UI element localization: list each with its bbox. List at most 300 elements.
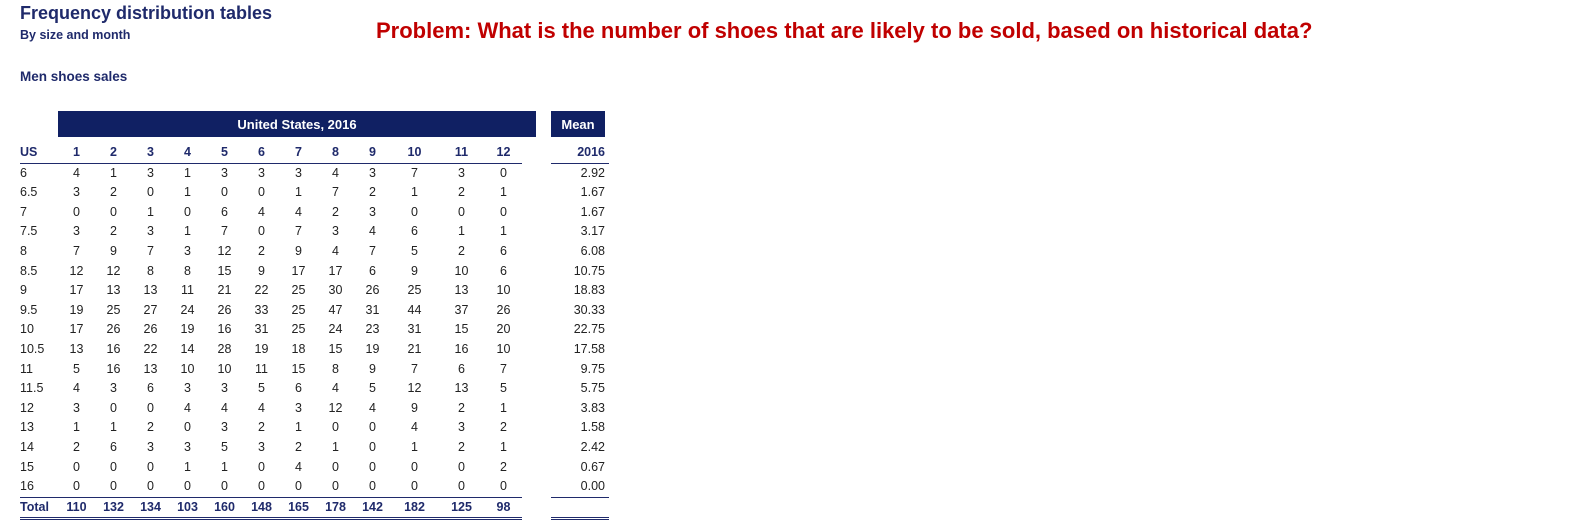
value-cell: 12 [217,243,232,258]
value-cell: 13 [143,283,158,298]
total-cell: 165 [280,497,317,519]
value-cell: 33 [254,302,269,317]
value-cell: 15 [454,322,469,337]
value-cell: 7 [73,243,80,258]
value-cell: 25 [291,283,306,298]
mean-row [551,203,609,223]
month-header-11: 11 [438,143,485,163]
table-row [20,399,522,419]
table-row [20,379,522,399]
value-cell: 1 [411,185,418,200]
table-row [20,222,522,242]
value-cell: 4 [258,204,265,219]
value-cell: 0 [147,400,154,415]
value-cell: 0 [221,185,228,200]
value-cell: 6 [110,439,117,454]
value-cell: 3 [258,165,265,180]
value-cell: 8 [332,361,339,376]
mean-year-row [551,143,609,163]
value-cell: 10 [180,361,195,376]
mean-cell: 10.75 [573,263,605,278]
value-cell: 7 [500,361,507,376]
value-cell: 0 [73,479,80,494]
value-cell: 10 [496,283,511,298]
mean-row [551,222,609,242]
value-cell: 26 [365,283,380,298]
value-cell: 1 [332,439,339,454]
mean-row [551,458,609,478]
value-cell: 3 [184,243,191,258]
size-cell: 16 [20,479,34,494]
value-cell: 10 [496,341,511,356]
mean-row [551,379,609,399]
value-cell: 1 [411,439,418,454]
value-cell: 2 [458,243,465,258]
value-cell: 2 [500,459,507,474]
value-cell: 0 [73,459,80,474]
value-cell: 0 [369,439,376,454]
value-cell: 6 [221,204,228,219]
mean-row [551,360,609,380]
size-cell: 11.5 [20,381,44,396]
value-cell: 5 [369,381,376,396]
value-cell: 0 [500,479,507,494]
total-cell: 182 [391,497,438,519]
total-cell: 142 [354,497,391,519]
total-cell: 110 [58,497,95,519]
value-cell: 0 [184,204,191,219]
size-cell: 10.5 [20,341,45,356]
value-cell: 44 [407,302,422,317]
value-cell: 5 [411,243,418,258]
value-cell: 0 [332,459,339,474]
size-cell: 7 [20,204,27,219]
value-cell: 16 [106,361,121,376]
value-cell: 0 [110,459,117,474]
mean-cell: 2.92 [580,165,605,180]
mean-row [551,399,609,419]
value-cell: 24 [328,322,343,337]
value-cell: 3 [332,224,339,239]
mean-table-body [551,163,609,497]
table-row [20,418,522,438]
value-cell: 8 [147,263,154,278]
value-cell: 7 [369,243,376,258]
value-cell: 3 [73,185,80,200]
total-cell: 125 [438,497,485,519]
value-cell: 0 [110,400,117,415]
value-cell: 5 [258,381,265,396]
value-cell: 15 [291,361,306,376]
value-cell: 3 [184,439,191,454]
problem-statement: Problem: What is the number of shoes that are likely to be sold, based on historical data? [376,18,1313,43]
value-cell: 1 [184,224,191,239]
value-cell: 7 [411,165,418,180]
value-cell: 11 [181,283,194,298]
value-cell: 4 [221,400,228,415]
mean-total-row [551,497,609,519]
value-cell: 2 [332,204,339,219]
mean-row [551,340,609,360]
value-cell: 1 [184,459,191,474]
size-cell: 12 [20,400,34,415]
value-cell: 13 [69,341,84,356]
value-cell: 1 [295,420,302,435]
value-cell: 2 [258,420,265,435]
value-cell: 17 [69,322,84,337]
month-header-9: 9 [354,143,391,163]
value-cell: 1 [73,420,80,435]
value-cell: 7 [332,185,339,200]
value-cell: 3 [147,224,154,239]
mean-cell: 3.83 [580,400,605,415]
value-cell: 0 [500,204,507,219]
value-cell: 0 [147,459,154,474]
value-cell: 2 [147,420,154,435]
value-cell: 0 [110,204,117,219]
value-cell: 3 [147,439,154,454]
value-cell: 15 [328,341,343,356]
value-cell: 23 [365,322,380,337]
total-cell: 103 [169,497,206,519]
mean-row [551,438,609,458]
value-cell: 2 [73,439,80,454]
value-cell: 0 [411,479,418,494]
value-cell: 9 [411,263,418,278]
size-cell: 8 [20,243,27,258]
value-cell: 26 [143,322,158,337]
value-cell: 7 [147,243,154,258]
value-cell: 19 [254,341,269,356]
value-cell: 0 [369,459,376,474]
value-cell: 2 [369,185,376,200]
value-cell: 4 [332,243,339,258]
month-header-12: 12 [485,143,522,163]
month-header-10: 10 [391,143,438,163]
value-cell: 26 [217,302,232,317]
value-cell: 6 [500,243,507,258]
table-row [20,438,522,458]
value-cell: 0 [147,479,154,494]
month-header-row [20,143,522,163]
mean-row [551,242,609,262]
value-cell: 1 [500,224,507,239]
month-header-2: 2 [95,143,132,163]
value-cell: 7 [411,361,418,376]
mean-row [551,183,609,203]
table-row [20,301,522,321]
value-cell: 0 [73,204,80,219]
value-cell: 0 [295,479,302,494]
mean-cell: 3.17 [580,224,605,239]
value-cell: 0 [500,165,507,180]
value-cell: 0 [369,479,376,494]
mean-row [551,163,609,183]
mean-row [551,418,609,438]
value-cell: 3 [73,224,80,239]
value-cell: 5 [221,439,228,454]
value-cell: 6 [369,263,376,278]
value-cell: 31 [365,302,380,317]
total-cell: 178 [317,497,354,519]
value-cell: 0 [184,479,191,494]
size-cell: 7.5 [20,224,38,239]
value-cell: 0 [332,479,339,494]
value-cell: 3 [258,439,265,454]
value-cell: 0 [369,420,376,435]
table-row [20,203,522,223]
value-cell: 13 [143,361,158,376]
value-cell: 25 [291,302,306,317]
value-cell: 0 [332,420,339,435]
value-cell: 0 [184,420,191,435]
value-cell: 3 [369,165,376,180]
value-cell: 6 [295,381,302,396]
value-cell: 3 [295,400,302,415]
value-cell: 1 [110,165,117,180]
value-cell: 0 [110,479,117,494]
value-cell: 27 [143,302,158,317]
mean-year-header: 2016 [551,143,609,163]
value-cell: 1 [184,185,191,200]
value-cell: 2 [110,185,117,200]
value-cell: 2 [458,185,465,200]
frequency-table-body [20,163,522,497]
size-cell: 10 [20,322,34,337]
value-cell: 21 [217,283,232,298]
value-cell: 3 [110,381,117,396]
value-cell: 13 [454,283,469,298]
value-cell: 47 [328,302,343,317]
value-cell: 3 [458,165,465,180]
value-cell: 4 [369,224,376,239]
value-cell: 7 [295,224,302,239]
value-cell: 1 [221,459,228,474]
value-cell: 15 [217,263,232,278]
value-cell: 0 [411,204,418,219]
table-row [20,477,522,497]
value-cell: 1 [500,439,507,454]
value-cell: 0 [411,459,418,474]
table-row [20,183,522,203]
value-cell: 25 [291,322,306,337]
value-cell: 1 [184,165,191,180]
value-cell: 13 [454,381,469,396]
mean-header-bar [551,111,605,137]
value-cell: 5 [73,361,80,376]
mean-row [551,262,609,282]
value-cell: 9 [110,243,117,258]
value-cell: 19 [180,322,195,337]
value-cell: 5 [500,381,507,396]
month-header-5: 5 [206,143,243,163]
value-cell: 1 [458,224,465,239]
value-cell: 11 [255,361,268,376]
value-cell: 16 [217,322,232,337]
value-cell: 4 [295,459,302,474]
table-row [20,281,522,301]
size-cell: 9.5 [20,302,38,317]
size-cell: 13 [20,420,34,435]
value-cell: 4 [184,400,191,415]
month-header-3: 3 [132,143,169,163]
mean-cell: 6.08 [580,243,605,258]
value-cell: 24 [180,302,195,317]
table-row [20,242,522,262]
value-cell: 20 [496,322,511,337]
mean-cell: 17.58 [573,341,605,356]
value-cell: 3 [295,165,302,180]
mean-header-label: Mean [561,116,595,132]
mean-cell: 18.83 [573,283,605,298]
size-cell: 14 [20,439,34,454]
section-title: Men shoes sales [20,69,128,84]
value-cell: 1 [295,185,302,200]
value-cell: 12 [69,263,84,278]
value-cell: 21 [407,341,422,356]
value-cell: 37 [454,302,469,317]
value-cell: 9 [369,361,376,376]
size-cell: 8.5 [20,263,38,278]
value-cell: 0 [258,185,265,200]
value-cell: 2 [295,439,302,454]
mean-table [551,143,609,520]
size-cell: 9 [20,283,27,298]
table-row [20,458,522,478]
value-cell: 2 [500,420,507,435]
value-cell: 9 [411,400,418,415]
value-cell: 22 [143,341,158,356]
value-cell: 6 [458,361,465,376]
value-cell: 30 [328,283,343,298]
value-cell: 26 [496,302,511,317]
value-cell: 19 [365,341,380,356]
size-cell: 6.5 [20,185,38,200]
value-cell: 6 [147,381,154,396]
mean-cell: 1.67 [580,204,605,219]
mean-cell: 30.33 [573,302,605,317]
value-cell: 31 [254,322,269,337]
mean-cell: 2.42 [580,439,605,454]
value-cell: 10 [454,263,469,278]
value-cell: 0 [458,459,465,474]
mean-row [551,301,609,321]
mean-cell: 0.67 [580,459,605,474]
total-cell: 148 [243,497,280,519]
month-header-4: 4 [169,143,206,163]
size-cell: 6 [20,165,27,180]
mean-row [551,320,609,340]
value-cell: 2 [458,400,465,415]
value-cell: 0 [258,479,265,494]
value-cell: 0 [458,479,465,494]
value-cell: 4 [332,381,339,396]
value-cell: 2 [110,224,117,239]
month-header-6: 6 [243,143,280,163]
value-cell: 16 [454,341,469,356]
value-cell: 16 [106,341,121,356]
value-cell: 25 [407,283,422,298]
table-row [20,320,522,340]
value-cell: 28 [217,341,232,356]
mean-cell: 1.58 [580,420,605,435]
value-cell: 7 [221,224,228,239]
value-cell: 1 [500,400,507,415]
month-header-8: 8 [317,143,354,163]
total-row [20,497,522,519]
month-header-7: 7 [280,143,317,163]
value-cell: 26 [106,322,121,337]
total-label: Total [20,497,58,519]
size-column-header: US [20,143,58,163]
value-cell: 2 [258,243,265,258]
value-cell: 4 [73,381,80,396]
frequency-table [20,143,522,520]
value-cell: 3 [369,204,376,219]
table-row [20,163,522,183]
group-header-label: United States, 2016 [237,116,357,132]
value-cell: 31 [407,322,422,337]
value-cell: 13 [106,283,121,298]
value-cell: 1 [500,185,507,200]
value-cell: 3 [221,165,228,180]
total-cell: 160 [206,497,243,519]
total-cell: 98 [485,497,522,519]
value-cell: 17 [328,263,343,278]
value-cell: 12 [328,400,343,415]
value-cell: 22 [254,283,269,298]
table-row [20,360,522,380]
value-cell: 25 [106,302,121,317]
value-cell: 3 [221,420,228,435]
mean-row [551,477,609,497]
mean-cell: 1.67 [580,185,605,200]
table-row [20,340,522,360]
value-cell: 0 [147,185,154,200]
mean-total-cell [551,497,609,519]
value-cell: 12 [106,263,121,278]
month-header-1: 1 [58,143,95,163]
value-cell: 6 [500,263,507,278]
size-cell: 15 [20,459,34,474]
mean-row [551,281,609,301]
value-cell: 0 [458,204,465,219]
value-cell: 17 [69,283,84,298]
value-cell: 17 [291,263,306,278]
page-title: Frequency distribution tables [20,3,273,23]
value-cell: 19 [69,302,84,317]
value-cell: 18 [291,341,306,356]
value-cell: 10 [217,361,232,376]
value-cell: 3 [458,420,465,435]
value-cell: 3 [147,165,154,180]
group-header-bar [58,111,536,137]
value-cell: 4 [295,204,302,219]
value-cell: 1 [147,204,154,219]
value-cell: 6 [411,224,418,239]
value-cell: 0 [258,459,265,474]
mean-cell: 22.75 [573,322,605,337]
value-cell: 9 [295,243,302,258]
value-cell: 3 [221,381,228,396]
mean-cell: 0.00 [580,479,605,494]
value-cell: 4 [369,400,376,415]
value-cell: 0 [221,479,228,494]
mean-cell: 5.75 [580,381,605,396]
size-cell: 11 [20,361,33,376]
value-cell: 12 [407,381,422,396]
value-cell: 4 [73,165,80,180]
